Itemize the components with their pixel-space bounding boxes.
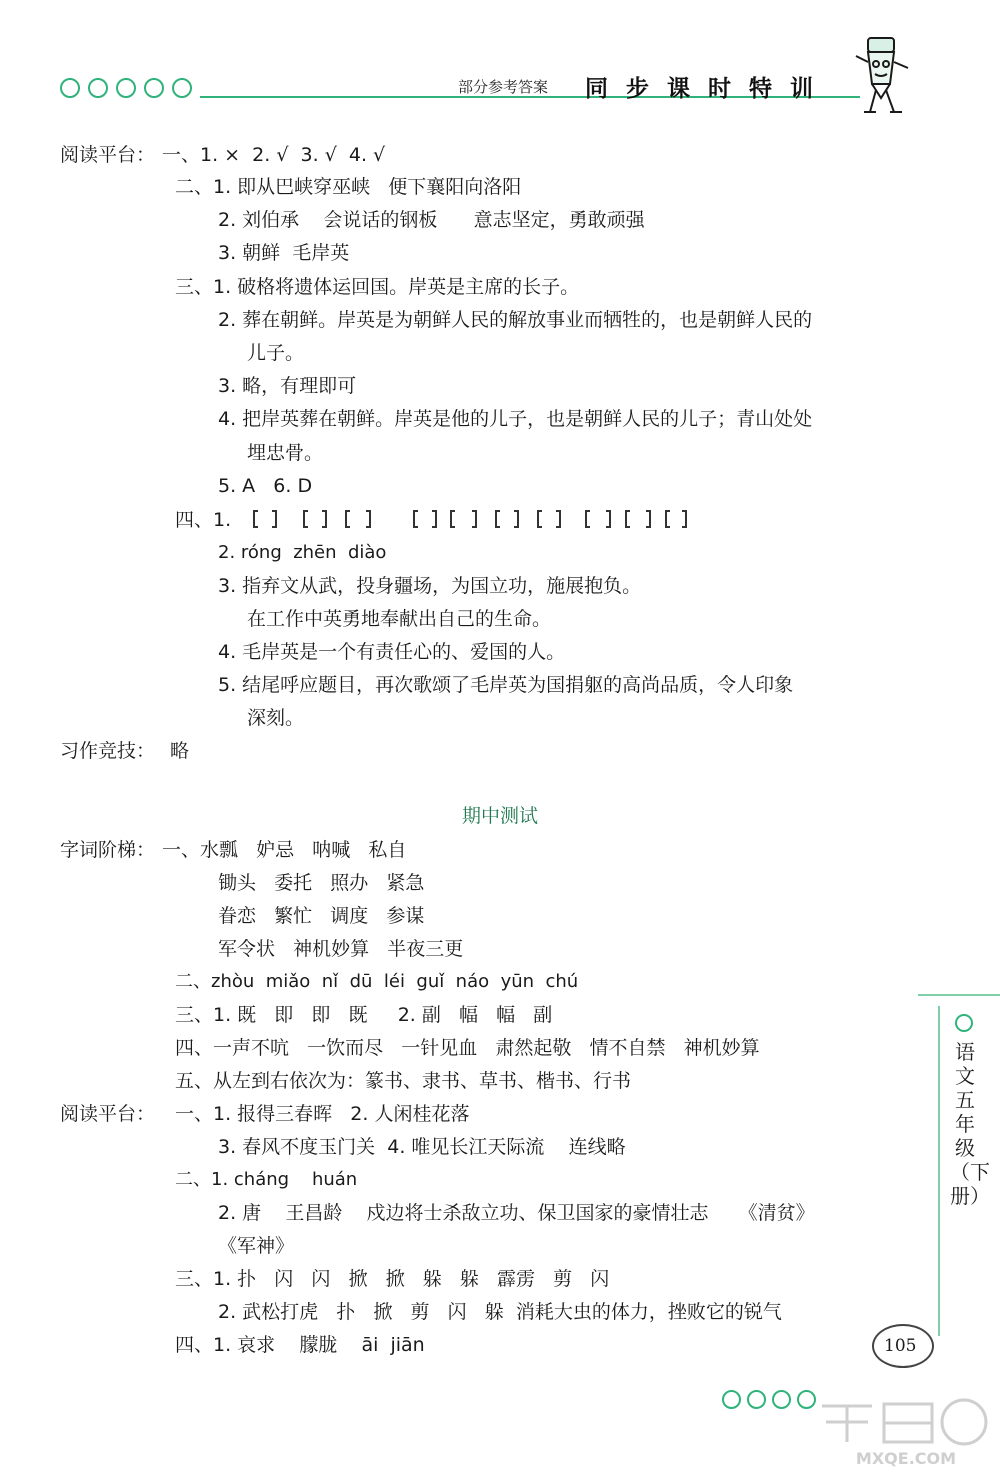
answer-line: 二、1. cháng huán [175, 1169, 358, 1190]
answer-line: 3. 略，有理即可 [218, 375, 357, 397]
answer-line: 一、水瓢 妒忌 呐喊 私自 [162, 839, 407, 861]
side-rule [918, 994, 1000, 996]
header-subtitle: 部分参考答案 [458, 78, 549, 96]
answer-line: 在工作中英勇地奉献出自己的生命。 [247, 608, 552, 630]
answer-line: 二、zhòu miǎo nǐ dū léi guǐ náo yūn chú [175, 971, 579, 992]
decor-circle [88, 78, 108, 98]
answer-line: 三、1. 扑 闪 闪 掀 掀 躲 躲 霹雳 剪 闪 [175, 1268, 610, 1290]
label-reading-platform: 阅读平台： [60, 144, 156, 166]
answer-line: 五、从左到右依次为：篆书、隶书、草书、楷书、行书 [175, 1070, 632, 1092]
answer-line: 一、1. × 2. √ 3. √ 4. √ [162, 144, 386, 166]
answer-line: 3. 春风不度玉门关 4. 唯见长江天际流 连线略 [218, 1136, 626, 1158]
answer-line: 儿子。 [247, 342, 305, 364]
label-word-ladder: 字词阶梯： [60, 839, 156, 861]
answer-line: 四、1. [175, 509, 232, 531]
answer-line: 四、1. 哀求 朦胧 āi jiān [175, 1334, 425, 1356]
pencil-mascot-icon [850, 28, 920, 118]
answer-line: 一、1. 报得三春晖 2. 人闲桂花落 [175, 1103, 470, 1125]
answer-line: 2. 武松打虎 扑 掀 剪 闪 躲 消耗大虫的体力，挫败它的锐气 [218, 1301, 782, 1323]
answer-line: 二、1. 即从巴峡穿巫峡 便下襄阳向洛阳 [175, 176, 522, 198]
answer-line: 《军神》 [218, 1235, 295, 1257]
decor-circle [60, 78, 80, 98]
decor-circle [772, 1390, 791, 1409]
illegible-bracket-marks [250, 505, 690, 533]
header-decor-circles [60, 78, 192, 98]
decor-circle [747, 1390, 766, 1409]
answer-line: 四、一声不吭 一饮而尽 一针见血 肃然起敬 情不自禁 神机妙算 [175, 1037, 760, 1059]
answer-line: 5. A 6. D [218, 475, 313, 497]
answer-line: 2. 刘伯承 会说话的钢板 意志坚定，勇敢顽强 [218, 209, 645, 231]
answer-line: 4. 毛岸英是一个有责任心的、爱国的人。 [218, 641, 566, 663]
answer-line: 3. 朝鲜 毛岸英 [218, 242, 350, 264]
header-title: 同步课时特训 [585, 76, 831, 102]
answer-line: 3. 指弃文从武，投身疆场，为国立功，施展抱负。 [218, 575, 642, 597]
decor-circle [116, 78, 136, 98]
answer-line: 略 [170, 740, 190, 762]
answer-line: 2. 葬在朝鲜。岸英是为朝鲜人民的解放事业而牺牲的，也是朝鲜人民的 [218, 309, 813, 331]
label-reading-platform-2: 阅读平台： [60, 1103, 156, 1125]
answer-line: 2. róng zhēn diào [218, 542, 387, 563]
svg-text:MXQE.COM: MXQE.COM [855, 1449, 957, 1468]
answer-line: 4. 把岸英葬在朝鲜。岸英是他的儿子，也是朝鲜人民的儿子；青山处处 [218, 408, 813, 430]
answer-line: 5. 结尾呼应题目，再次歌颂了毛岸英为国捐躯的高尚品质，令人印象 [218, 674, 794, 696]
answer-line: 三、1. 既 即 即 既 2. 副 幅 幅 副 [175, 1004, 553, 1026]
side-vertical-rule [938, 1006, 940, 1336]
answer-line: 三、1. 破格将遗体运回国。岸英是主席的长子。 [175, 276, 580, 298]
answer-line: 眷恋 繁忙 调度 参谋 [218, 905, 425, 927]
answer-line: 深刻。 [247, 707, 305, 729]
watermark-logo [812, 1392, 1000, 1470]
section-title-midterm: 期中测试 [461, 805, 538, 827]
side-subject-grade: 语文 五年级（下册） [950, 1040, 990, 1208]
answer-line: 2. 唐 王昌龄 戍边将士杀敌立功、保卫国家的豪情壮志 《清贫》 [218, 1202, 815, 1224]
side-decor-circle [955, 1014, 973, 1032]
footer-decor-circles [722, 1390, 816, 1409]
decor-circle [722, 1390, 741, 1409]
answer-line: 埋忠骨。 [247, 442, 324, 464]
answer-line: 军令状 神机妙算 半夜三更 [218, 938, 464, 960]
decor-circle [144, 78, 164, 98]
decor-circle [172, 78, 192, 98]
page-number: 105 [884, 1336, 917, 1356]
answer-line: 锄头 委托 照办 紧急 [218, 872, 425, 894]
label-writing: 习作竞技： [60, 740, 156, 762]
